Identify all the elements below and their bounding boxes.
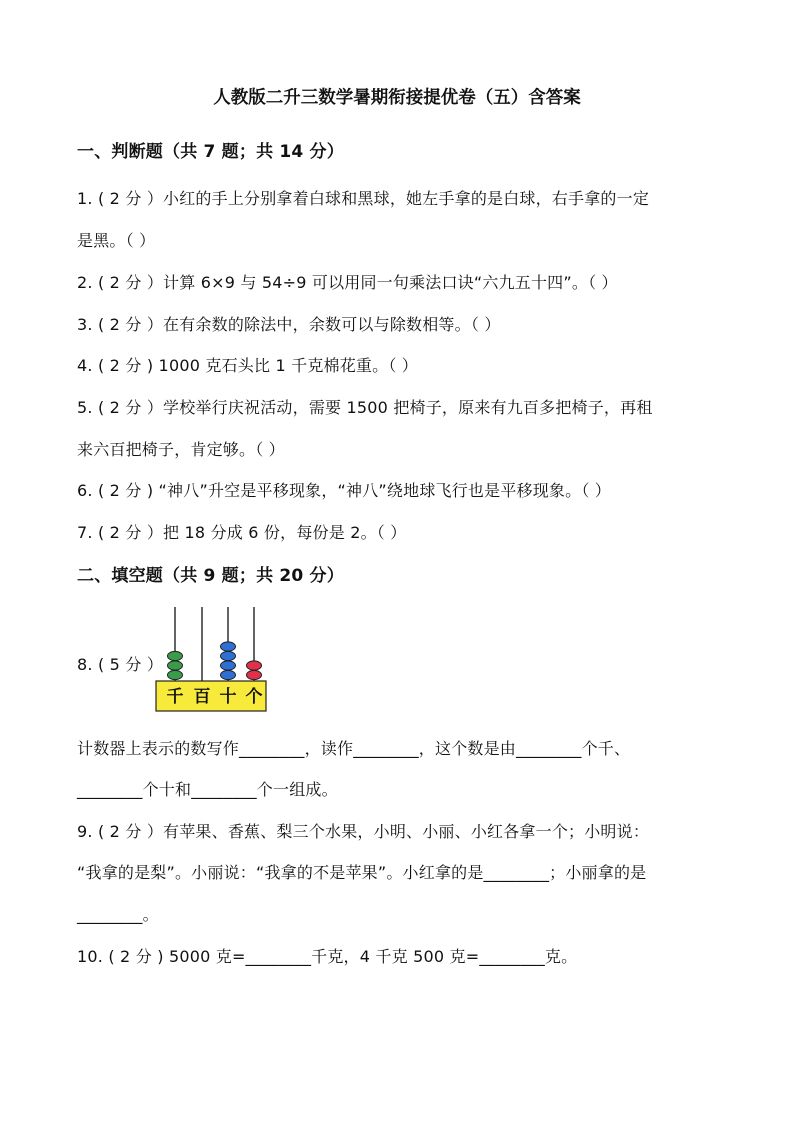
abacus-bead (221, 661, 236, 670)
abacus-bead (221, 642, 236, 651)
abacus-bead (221, 670, 236, 679)
question-5-line-2: 来六百把椅子，肯定够。（ ） (77, 440, 285, 459)
question-9-line-2: “我拿的是梨”。小丽说：“我拿的不是苹果”。小红拿的是________；小丽拿的是 (77, 863, 647, 882)
question-4: 4. ( 2 分 ) 1000 克石头比 1 千克棉花重。（ ） (77, 356, 419, 375)
question-2: 2. ( 2 分 ）计算 6×9 与 54÷9 可以用同一句乘法口诀“六九五十四”。（ ） (77, 273, 618, 292)
section-heading-judgement: 一、判断题（共 7 题；共 14 分） (77, 142, 344, 162)
question-3: 3. ( 2 分 ）在有余数的除法中，余数可以与除数相等。（ ） (77, 315, 501, 334)
abacus-place-label: 个 (245, 687, 263, 707)
abacus-image (150, 603, 270, 715)
abacus-bead (247, 661, 262, 670)
question-6: 6. ( 2 分 ) “神八”升空是平移现象，“神八”绕地球飞行也是平移现象。（ ） (77, 481, 612, 500)
abacus-place-label: 十 (219, 687, 237, 707)
section-heading-fill-in: 二、填空题（共 9 题；共 20 分） (77, 566, 344, 586)
question-5-line-1: 5. ( 2 分 ）学校举行庆祝活动，需要 1500 把椅子，原来有九百多把椅子，再租 (77, 398, 653, 417)
abacus-bead (247, 670, 262, 679)
question-8-label: 8. ( 5 分 ） (77, 655, 164, 674)
abacus-bead (168, 670, 183, 679)
question-8-line-1: 计数器上表示的数写作________，读作________，这个数是由________个千、 (77, 739, 631, 758)
question-1-line-2: 是黑。（ ） (77, 231, 156, 250)
question-9-line-3: ________。 (77, 905, 159, 924)
page-title: 人教版二升三数学暑期衔接提优卷（五）含答案 (213, 88, 581, 108)
question-8-line-2: ________个十和________个一组成。 (77, 780, 338, 799)
abacus-bead (168, 661, 183, 670)
abacus-place-label: 千 (166, 687, 184, 707)
question-1-line-1: 1. ( 2 分 ）小红的手上分别拿着白球和黑球，她左手拿的是白球，右手拿的一定 (77, 189, 650, 208)
question-7: 7. ( 2 分 ）把 18 分成 6 份，每份是 2。（ ） (77, 523, 407, 542)
abacus-bead (221, 651, 236, 660)
question-10: 10. ( 2 分 ) 5000 克=________千克，4 千克 500 克=________克。 (77, 947, 578, 966)
abacus-place-label: 百 (193, 687, 211, 707)
question-9-line-1: 9. ( 2 分 ）有苹果、香蕉、梨三个水果，小明、小丽、小红各拿一个；小明说： (77, 822, 650, 841)
abacus-bead (168, 651, 183, 660)
